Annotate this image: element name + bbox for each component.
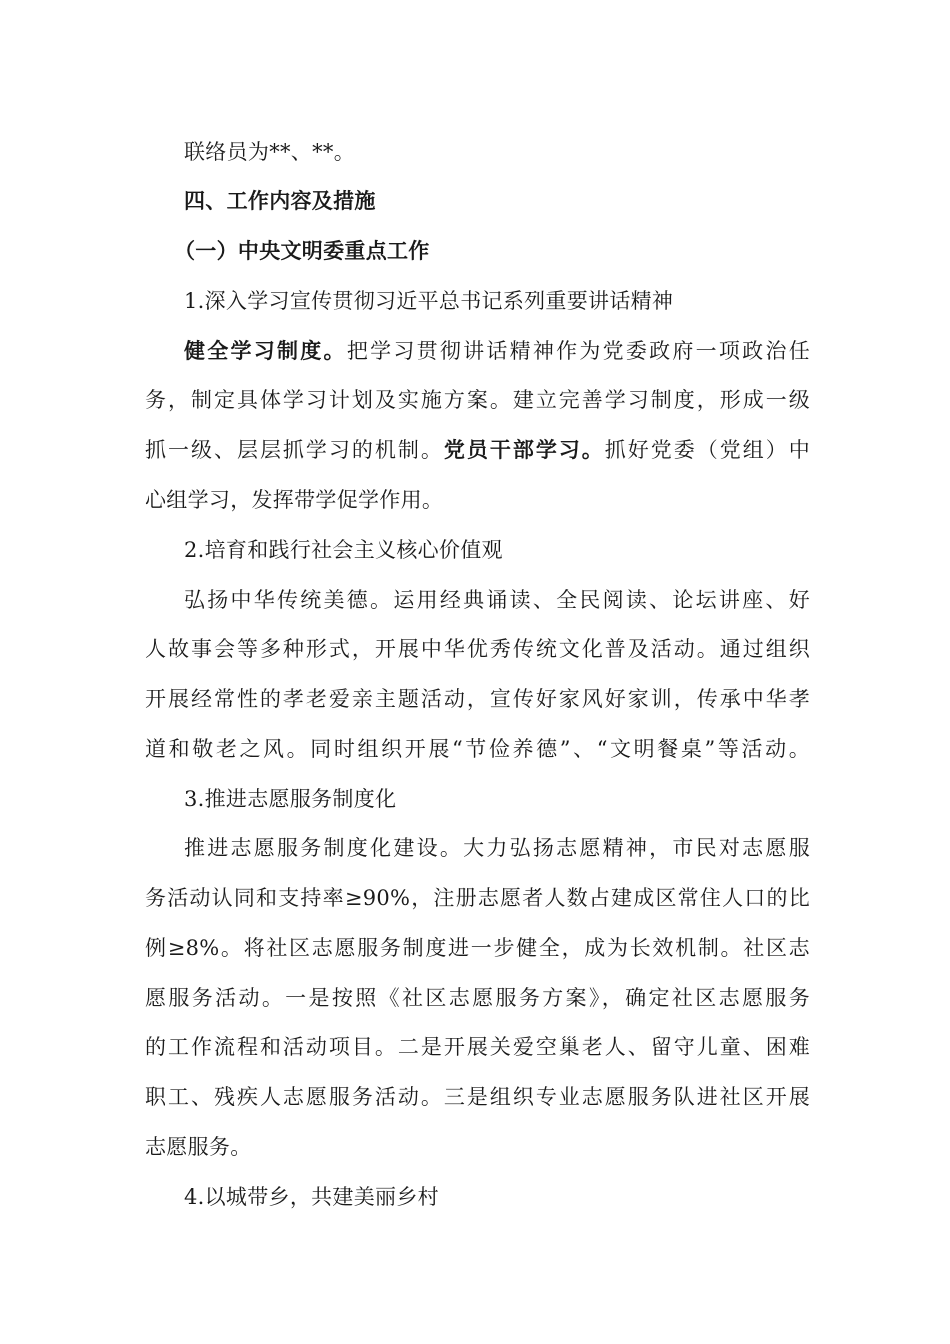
item1-paragraph-line-4: 心组学习，发挥带学促学作用。	[145, 488, 444, 512]
item1-paragraph-line-3	[145, 432, 810, 468]
item1-paragraph-line-2: 务，制定具体学习计划及实施方案。建立完善学习制度，形成一级	[145, 388, 810, 412]
item2-paragraph-line-3: 开展经常性的孝老爱亲主题活动，宣传好家风好家训，传承中华孝	[145, 687, 810, 711]
item3-paragraph-line-4: 愿服务活动。一是按照《社区志愿服务方案》，确定社区志愿服务	[145, 986, 810, 1010]
item3-paragraph-line-7: 志愿服务。	[145, 1135, 252, 1159]
item2-paragraph-line-2: 人故事会等多种形式，开展中华优秀传统文化普及活动。通过组织	[145, 637, 810, 661]
item3-heading: 3.推进志愿服务制度化	[184, 787, 397, 811]
item1-line3-prefix: 抓一级、层层抓学习的机制。	[145, 438, 444, 462]
item1-line1-rest: 把学习贯彻讲话精神作为党委政府一项政治任	[346, 339, 810, 363]
item3-paragraph-line-6: 职工、残疾人志愿服务活动。三是组织专业志愿服务队进社区开展	[145, 1085, 810, 1109]
item1-bold-lead-b: 党员干部学习。	[443, 437, 605, 462]
item3-paragraph-line-2: 务活动认同和支持率≥90%，注册志愿者人数占建成区常住人口的比	[145, 886, 810, 910]
item4-heading: 4.以城带乡，共建美丽乡村	[184, 1185, 439, 1209]
item2-paragraph-line-4: 道和敬老之风。同时组织开展“节俭养德”、“文明餐桌”等活动。	[145, 737, 810, 761]
item3-paragraph-line-3: 例≥8%。将社区志愿服务制度进一步健全，成为长效机制。社区志	[145, 936, 810, 960]
liaison-line: 联络员为**、**。	[184, 140, 355, 164]
item1-bold-lead-a: 健全学习制度。	[184, 338, 347, 363]
item1-paragraph-line-1	[184, 333, 810, 369]
item2-heading: 2.培育和践行社会主义核心价值观	[184, 538, 503, 562]
item2-paragraph-line-1: 弘扬中华传统美德。运用经典诵读、全民阅读、论坛讲座、好	[184, 588, 810, 612]
item1-line3-suffix: 抓好党委（党组）中	[604, 438, 810, 462]
item3-paragraph-line-1: 推进志愿服务制度化建设。大力弘扬志愿精神，市民对志愿服	[184, 836, 810, 860]
item3-paragraph-line-5: 的工作流程和活动项目。二是开展关爱空巢老人、留守儿童、困难	[145, 1035, 810, 1059]
subsection-one-heading: （一）中央文明委重点工作	[174, 238, 430, 263]
section-four-heading: 四、工作内容及措施	[184, 188, 376, 213]
item1-heading: 1.深入学习宣传贯彻习近平总书记系列重要讲话精神	[184, 289, 674, 313]
